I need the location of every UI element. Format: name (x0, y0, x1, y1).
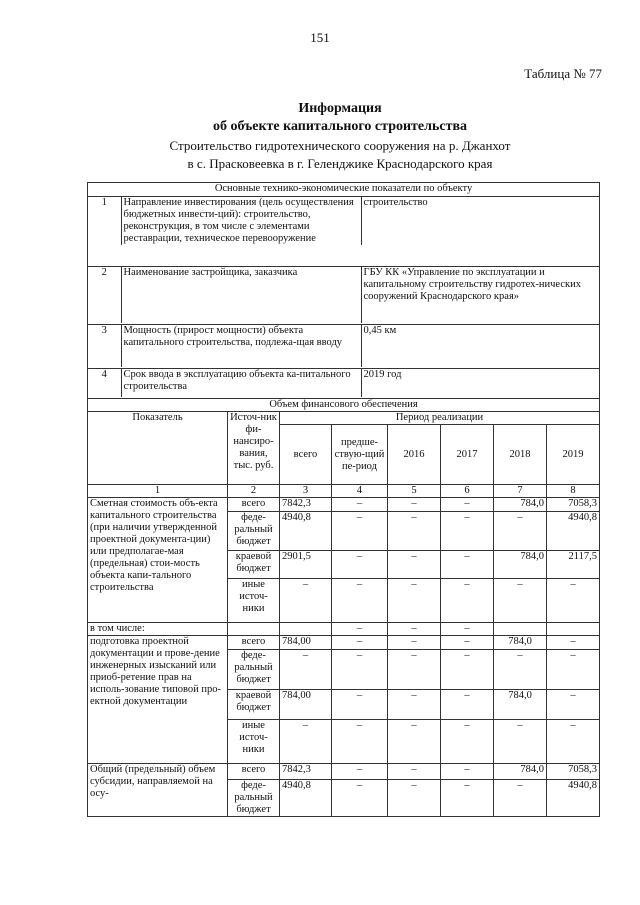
value-prev: – (332, 764, 388, 780)
value-prev: – (332, 623, 388, 636)
col-number: 4 (332, 485, 388, 498)
col-number: 2 (228, 485, 280, 498)
indicator-num: 3 (88, 325, 121, 367)
value-2019: – (547, 579, 600, 623)
source-total: всего (228, 764, 280, 780)
object-info-table (87, 182, 600, 817)
block1-row-total (88, 498, 600, 512)
value-2019: – (547, 720, 600, 764)
indicator-name: Наименование застройщика, заказчика (121, 267, 361, 323)
value-2019: – (547, 636, 600, 650)
source-regional: краевой бюджет (228, 690, 280, 720)
indicator-name: Мощность (прирост мощности) объекта капитального строительства, подлежа-щая вводу (121, 325, 361, 367)
indicator-name: Направление инвестирования (цель осуществления бюджетных инвести-ций): строительство, реконструкция, в том числе с элементами реставрации, техническое перевооружение (121, 197, 361, 245)
value-prev: – (332, 650, 388, 690)
value-total: 784,00 (280, 690, 332, 720)
value-2018: – (494, 720, 547, 764)
subtitle-line-1: Строительство гидротехнического сооружения на р. Джанхот (169, 138, 511, 153)
block1-label: Сметная стоимость объ-екта капитального строительства (при наличии утвержденной проектной документа-ции) или предполагае-мая (предельная) стои-мость объекта капи-тального строительства (88, 498, 228, 623)
value-2016: – (388, 579, 441, 623)
value-2018: – (494, 512, 547, 551)
col-number: 5 (388, 485, 441, 498)
value-2016: – (388, 720, 441, 764)
table-label: Таблица № 77 (524, 66, 602, 81)
col-number: 1 (88, 485, 228, 498)
header-total: всего (280, 425, 332, 485)
incl-label: в том числе: (88, 623, 228, 636)
indicator-row-4 (88, 369, 600, 399)
section1-header: Основные технико-экономические показатели по объекту (88, 183, 600, 197)
value-2016: – (388, 650, 441, 690)
value-prev: – (332, 690, 388, 720)
header-period: Период реализации (280, 412, 600, 425)
value-total: 784,00 (280, 636, 332, 650)
value-2017: – (441, 636, 494, 650)
indicator-row-3 (88, 325, 600, 369)
indicator-row-2 (88, 267, 600, 325)
block2-row-total (88, 636, 600, 650)
value-prev: – (332, 512, 388, 551)
value-2018: 784,0 (494, 498, 547, 512)
value-total: – (280, 579, 332, 623)
value-2018: 784,0 (494, 636, 547, 650)
value-prev: – (332, 551, 388, 579)
value-2016: – (388, 623, 441, 636)
value-total: 7842,3 (280, 498, 332, 512)
value-2016: – (388, 636, 441, 650)
title-line-2: об объекте капитального строительства (212, 119, 468, 134)
value-2017: – (441, 780, 494, 817)
header-2018: 2018 (494, 425, 547, 485)
page-number: 151 (310, 30, 330, 45)
value-2019: 7058,3 (547, 764, 600, 780)
source-total: всего (228, 636, 280, 650)
value-2019: 2117,5 (547, 551, 600, 579)
value-2017: – (441, 650, 494, 690)
value-total: 7842,3 (280, 764, 332, 780)
value-2017: – (441, 764, 494, 780)
value-2019: 4940,8 (547, 780, 600, 817)
header-2016: 2016 (388, 425, 441, 485)
value-2017: – (441, 720, 494, 764)
indicator-name: Срок ввода в эксплуатацию объекта ка-питального строительства (121, 369, 361, 397)
value-prev: – (332, 780, 388, 817)
value-2018: 784,0 (494, 764, 547, 780)
header-indicator: Показатель (88, 412, 228, 485)
indicator-value: 2019 год (361, 369, 599, 397)
value-2017: – (441, 551, 494, 579)
source-federal: феде-ральный бюджет (228, 512, 280, 551)
header-source: Источ-ник фи-нансиро-вания, тыс. руб. (228, 412, 280, 485)
header-prev-period: предше-ствую-щий пе-риод (332, 425, 388, 485)
fin-header-row-1 (88, 412, 600, 425)
block2-label: подготовка проектной документации и прове-дение инженерных изысканий или приоб-ретение прав на исполь-зование типовой про-ектной документации (88, 636, 228, 764)
value-prev: – (332, 579, 388, 623)
subtitle-line-2: в с. Прасковеевка в г. Геленджике Краснодарского края (187, 156, 493, 171)
value-2017: – (441, 623, 494, 636)
value-total: 4940,8 (280, 512, 332, 551)
value-2016: – (388, 512, 441, 551)
value-total: – (280, 720, 332, 764)
col-number: 8 (547, 485, 600, 498)
value-2017: – (441, 512, 494, 551)
col-number: 6 (441, 485, 494, 498)
source-federal: феде-ральный бюджет (228, 780, 280, 817)
value-2018: – (494, 780, 547, 817)
value-2018: – (494, 650, 547, 690)
col-number: 3 (280, 485, 332, 498)
section2-header: Объем финансового обеспечения (88, 399, 600, 412)
value-2018: 784,0 (494, 551, 547, 579)
value-2017: – (441, 498, 494, 512)
value-2016: – (388, 690, 441, 720)
incl-row (88, 623, 600, 636)
indicator-value: строительство (361, 197, 599, 245)
value-2017: – (441, 579, 494, 623)
header-2019: 2019 (547, 425, 600, 485)
value-prev: – (332, 636, 388, 650)
value-2016: – (388, 551, 441, 579)
col-number: 7 (494, 485, 547, 498)
source-federal: феде-ральный бюджет (228, 650, 280, 690)
value-total: – (280, 650, 332, 690)
indicator-num: 1 (88, 197, 121, 245)
source-other: иные источ-ники (228, 579, 280, 623)
value-2019: – (547, 650, 600, 690)
indicator-value: ГБУ КК «Управление по эксплуатации и капитальному строительству гидротех-нических сооружений Краснодарского края» (361, 267, 599, 323)
section2-header-row (88, 399, 600, 412)
title-line-1: Информация (298, 101, 382, 116)
value-2018: – (494, 579, 547, 623)
indicator-row-1 (88, 197, 600, 267)
value-2016: – (388, 780, 441, 817)
value-2016: – (388, 764, 441, 780)
value-2019: 7058,3 (547, 498, 600, 512)
value-prev: – (332, 498, 388, 512)
section1-header-row (88, 183, 600, 197)
header-2017: 2017 (441, 425, 494, 485)
value-2016: – (388, 498, 441, 512)
value-prev: – (332, 720, 388, 764)
indicator-num: 2 (88, 267, 121, 323)
value-2018: 784,0 (494, 690, 547, 720)
value-2017: – (441, 690, 494, 720)
source-other: иные источ-ники (228, 720, 280, 764)
source-total: всего (228, 498, 280, 512)
indicator-num: 4 (88, 369, 121, 397)
value-2019: 4940,8 (547, 512, 600, 551)
col-number-row (88, 485, 600, 498)
value-total: 4940,8 (280, 780, 332, 817)
value-total: 2901,5 (280, 551, 332, 579)
source-regional: краевой бюджет (228, 551, 280, 579)
value-2019: – (547, 690, 600, 720)
indicator-value: 0,45 км (361, 325, 599, 367)
block3-row-total (88, 764, 600, 780)
block3-label: Общий (предельный) объем субсидии, направляемой на осу- (88, 764, 228, 817)
